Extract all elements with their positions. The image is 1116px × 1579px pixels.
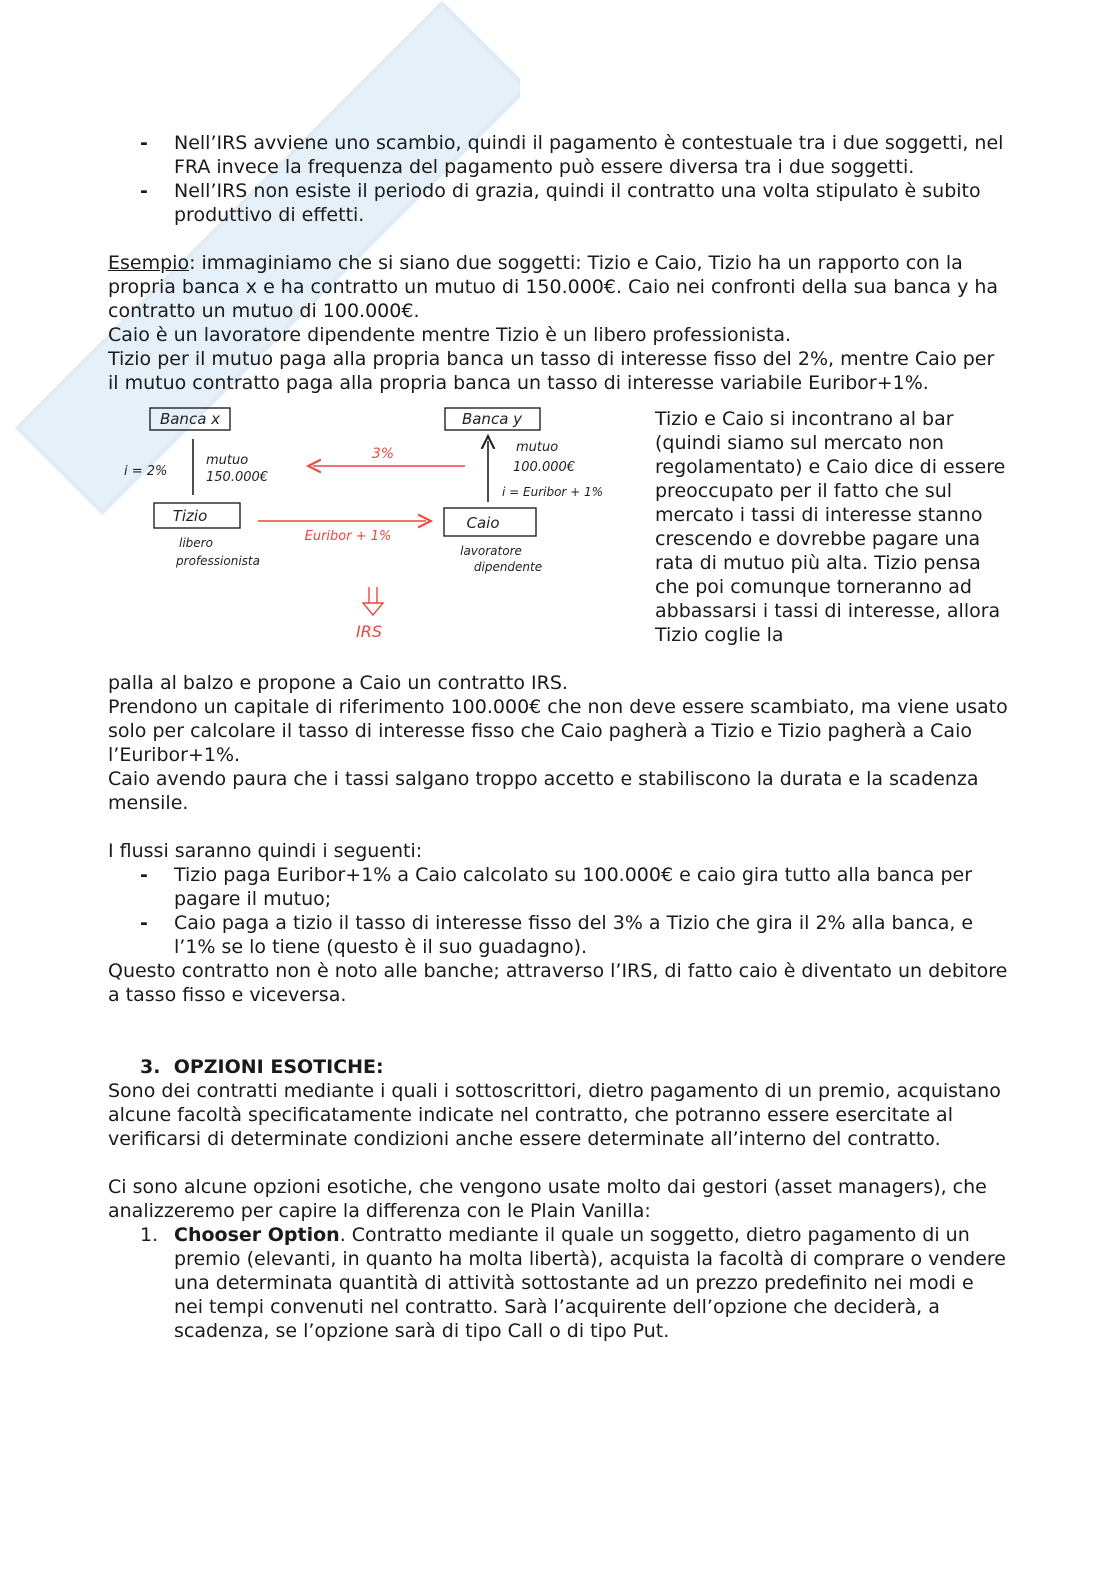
float-rate-label: Euribor + 1%	[304, 529, 392, 544]
mutuo-y-label-2: 100.000€	[513, 460, 576, 475]
section-title: OPZIONI ESOTICHE:	[173, 1056, 384, 1078]
section-paragraph-1: Sono dei contratti mediante i quali i sottoscrittori, dietro pagamento di un premio, acquistano alcune facoltà specificatamente indicate nel contratto, che potranno essere esercitate al verificarsi di determinate condizioni anche essere determinate all’interno del contratto.	[108, 1080, 1001, 1150]
flussi-intro: I flussi saranno quindi i seguenti:	[108, 840, 423, 862]
item-number: 1.	[140, 1224, 159, 1246]
list-item	[108, 1223, 1008, 1343]
example-text: : immaginiamo che si siano due soggetti: Tizio e Caio, Tizio ha un rapporto con la propria banca x e ha contratto un mutuo di 150.000€. Caio nei confronti della sua banca y ha contratto un mutuo di 100.000€.	[108, 252, 999, 322]
continuation-text: palla al balzo e propone a Caio un contratto IRS.	[108, 672, 568, 694]
example-label: Esempio	[108, 252, 190, 274]
section-heading	[108, 1055, 1008, 1079]
irs-diagram	[108, 407, 638, 671]
paura-paragraph: Caio avendo paura che i tassi salgano troppo accetto e stabiliscono la durata e la scadenza mensile.	[108, 768, 979, 814]
item-title: Chooser Option	[174, 1224, 340, 1246]
bullet-list-top	[108, 131, 1008, 227]
options-list	[108, 1223, 1008, 1343]
list-item: - Nell’IRS non esiste il periodo di grazia, quindi il contratto una volta stipulato è subito produttivo di effetti.	[108, 179, 1008, 227]
mutuo-x-label-1: mutuo	[206, 453, 249, 468]
example-text-2: Caio è un lavoratore dipendente mentre Tizio è un libero professionista.	[108, 324, 792, 346]
banca-y-label: Banca y	[461, 410, 523, 428]
banca-x-label: Banca x	[159, 410, 221, 428]
caio-sub-1: lavoratore	[460, 544, 522, 558]
caio-label: Caio	[466, 514, 500, 532]
irs-arrow-head	[363, 603, 383, 615]
fixed-rate-label: 3%	[371, 446, 395, 462]
mutuo-y-label-1: mutuo	[516, 440, 559, 455]
tizio-label: Tizio	[172, 507, 208, 525]
section-paragraph-2: Ci sono alcune opzioni esotiche, che vengono usate molto dai gestori (asset managers), che analizzeremo per capire la differenza con le Plain Vanilla:	[108, 1176, 987, 1222]
contratto-paragraph: Questo contratto non è noto alle banche; attraverso l’IRS, di fatto caio è diventato un debitore a tasso fisso e viceversa.	[108, 960, 1008, 1006]
list-item: - Tizio paga Euribor+1% a Caio calcolato su 100.000€ e caio gira tutto alla banca per pagare il mutuo;	[108, 863, 1008, 911]
list-item: - Nell’IRS avviene uno scambio, quindi il pagamento è contestuale tra i due soggetti, nel FRA invece la frequenza del pagamento può essere diversa tra i due soggetti.	[108, 131, 1008, 179]
capitale-paragraph: Prendono un capitale di riferimento 100.000€ che non deve essere scambiato, ma viene usato solo per calcolare il tasso di interesse fisso che Caio pagherà a Tizio e Tizio pagherà a Caio l’Euribor+1%.	[108, 696, 1008, 766]
example-paragraph	[108, 251, 1008, 323]
list-item: - Caio paga a tizio il tasso di interesse fisso del 3% a Tizio che gira il 2% alla banca, e l’1% se lo tiene (questo è il suo guadagno).	[108, 911, 1008, 959]
section-number: 3.	[140, 1056, 161, 1078]
flussi-list	[108, 863, 1008, 959]
rate-y-label: i = Euribor + 1%	[502, 485, 604, 499]
rate-x-label: i = 2%	[124, 464, 168, 479]
tizio-sub-1: libero	[179, 536, 213, 550]
irs-label: IRS	[356, 622, 382, 641]
example-text-3: Tizio per il mutuo paga alla propria banca un tasso di interesse fisso del 2%, mentre Caio per il mutuo contratto paga alla propria banca un tasso di interesse variabile Euribor+1%.	[108, 348, 995, 394]
tizio-sub-2: professionista	[176, 554, 260, 568]
irs-diagram-section	[108, 407, 1008, 671]
side-paragraph: Tizio e Caio si incontrano al bar (quindi siamo sul mercato non regolamentato) e Caio dice di essere preoccupato per il fatto che sul mercato i tassi di interesse stanno crescendo e dovrebbe pagare una rata di mutuo più alta. Tizio pensa che poi comunque torneranno ad abbassarsi i tassi di interesse, allora Tizio coglie la	[655, 408, 1006, 646]
item-text: . Contratto mediante il quale un soggetto, dietro pagamento di un premio (elevanti, in quanto ha molta libertà), acquista la facoltà di comprare o vendere una determinata quantità di attività sottostante ad un prezzo predefinito nei modi e nei tempi convenuti nel contratto. Sarà l’acquirente dell’opzione che deciderà, a scadenza, se l’opzione sarà di tipo Call o di tipo Put.	[174, 1224, 1006, 1342]
caio-sub-2: dipendente	[473, 560, 543, 574]
document-page	[108, 131, 1008, 1343]
mutuo-x-label-2: 150.000€	[206, 470, 269, 485]
